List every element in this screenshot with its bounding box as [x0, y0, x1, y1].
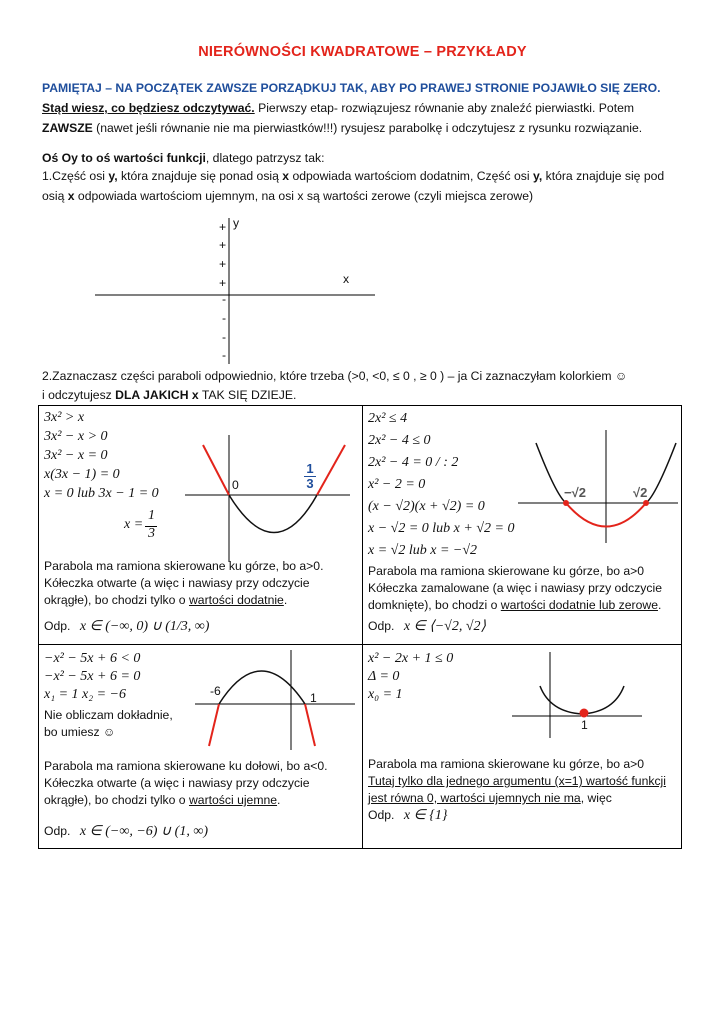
grid-border-bottom [38, 848, 682, 849]
cell3-description [44, 758, 360, 809]
axis-text: y, [108, 169, 118, 183]
parabola-positive [219, 671, 305, 704]
root-num: 1 [306, 461, 314, 476]
axis-text: odpowiada wartościom dodatnim, Część osi [289, 169, 533, 183]
minus-sign: - [222, 311, 227, 325]
note-line: Nie obliczam dokładnie, [44, 708, 173, 722]
parabola-left-arm [536, 443, 566, 503]
graph-right-root-label: √2 [633, 485, 648, 500]
grid-border-right [681, 405, 682, 849]
parabola-negative-right [305, 704, 315, 746]
parabola-negative [229, 495, 317, 533]
cell3-math [44, 650, 140, 704]
math-line: x − √2 = 0 lub x + √2 = 0 [368, 521, 515, 536]
cell1-description [44, 558, 360, 609]
answer-label: Odp. [368, 808, 395, 822]
intro-text: Pierwszy etap- rozwiązujesz równanie aby znaleźć pierwiastki. Potem [254, 101, 635, 115]
answer-label: Odp. [44, 619, 71, 633]
desc-line: domknięte), bo chodzi o [368, 598, 501, 612]
axis-diagram [95, 218, 375, 364]
answer-value: x ∈ ⟨−√2, √2⟩ [403, 619, 486, 634]
grid-border-middle [38, 644, 682, 645]
intro-warning: PAMIĘTAJ – NA POCZĄTEK ZAWSZE PORZĄDKUJ TAK, ABY PO PRAWEJ STRONIE POJAWIŁO SIĘ ZERO. [42, 81, 661, 95]
cell2-graph [518, 425, 678, 545]
axis-text: 1.Część osi [42, 169, 109, 183]
answer-value: x ∈ (−∞, −6) ∪ (1, ∞) [79, 824, 208, 839]
math-line: −x² − 5x + 6 = 0 [44, 669, 141, 684]
math-line: x = √2 lub x = −√2 [368, 543, 478, 558]
axis-info-heading [42, 148, 682, 168]
cell4-graph [510, 650, 645, 740]
plus-sign: + [219, 220, 227, 234]
cell2-math [368, 408, 514, 562]
answer-label: Odp. [368, 619, 395, 633]
graph-root-label [304, 462, 316, 491]
math-line: 3x² − x = 0 [44, 448, 108, 463]
graph-right-root-label: 1 [310, 691, 317, 705]
plus-sign: + [219, 257, 227, 271]
graph-left-root-label: −√2 [564, 485, 586, 500]
axis-text: która znajduje się pod osią [42, 169, 665, 203]
axis-text: y, [532, 169, 543, 183]
cell3-answer [44, 823, 208, 840]
grid-border-top [38, 405, 682, 406]
parabola-right-arm [646, 443, 676, 503]
frac-num: 1 [148, 508, 155, 523]
cell3-graph [195, 648, 355, 753]
math-line: x₁ = 1 x₂ = −6 [44, 687, 127, 702]
math-line: −x² − 5x + 6 < 0 [44, 651, 141, 666]
math-line: 3x² − x > 0 [44, 429, 108, 444]
cell1-answer [44, 618, 209, 635]
desc-line: Parabola ma ramiona skierowane ku górze, bo a>0 [368, 564, 645, 578]
step2-text: i odczytujesz [42, 388, 116, 402]
math-line: 2x² ≤ 4 [368, 411, 408, 426]
solution-x: x = [124, 517, 144, 532]
step2-text: TAK SIĘ DZIEJE. [198, 388, 297, 402]
plus-sign: + [219, 238, 227, 252]
cell4-description [368, 756, 680, 807]
closed-point-left [563, 500, 569, 506]
parabola-positive-right [317, 445, 345, 495]
desc-line: Parabola ma ramiona skierowane ku górze, bo a>0. [44, 559, 324, 573]
parabola-positive-left [203, 445, 229, 495]
closed-point-right [643, 500, 649, 506]
desc-underline: Tutaj tylko dla jednego argumentu (x=1) wartość funkcji [368, 774, 666, 788]
axis-text: która znajduje się ponad osią [117, 169, 283, 183]
math-line: 3x² > x [44, 410, 85, 425]
frac-den: 3 [148, 526, 155, 541]
cell2-description [368, 563, 680, 614]
parabola-negative-left [209, 704, 219, 746]
desc-line: Parabola ma ramiona skierowane ku dołowi, bo a<0. [44, 759, 328, 773]
math-line: 2x² − 4 = 0 / : 2 [368, 455, 459, 470]
answer-label: Odp. [44, 824, 71, 838]
math-line: 2x² − 4 ≤ 0 [368, 433, 431, 448]
minus-sign: - [222, 348, 227, 362]
math-line: Δ = 0 [368, 669, 400, 684]
desc-underline: wartości dodatnie lub zerowe [500, 598, 658, 612]
desc-line: okrągłe), bo chodzi tylko o [44, 593, 189, 607]
page-title: NIERÓWNOŚCI KWADRATOWE – PRZYKŁADY [198, 44, 527, 60]
minus-sign: - [222, 292, 227, 306]
step2-bold: DLA JAKICH x [115, 388, 199, 402]
graph-zero-label: 0 [232, 478, 239, 492]
desc-line: Parabola ma ramiona skierowane ku górze, bo a>0 [368, 757, 645, 771]
axis-text: x [67, 189, 75, 203]
cell2-answer [368, 618, 486, 635]
y-axis-label: y [233, 216, 240, 230]
grid-border-left [38, 405, 39, 849]
desc-underline: wartości dodatnie [188, 593, 284, 607]
step2-line1: 2.Zaznaczasz części paraboli odpowiednio, które trzeba (>0, <0, ≤ 0 , ≥ 0 ) – ja Ci zaznaczyłam kolorkiem ☺ [42, 369, 628, 383]
step2-line2 [42, 385, 682, 405]
vertex-point [580, 709, 589, 718]
axis-heading-bold: Oś Oy to oś wartości funkcji [42, 151, 206, 165]
math-line: x(3x − 1) = 0 [44, 467, 120, 482]
desc-end: . [277, 793, 281, 807]
graph-root-label: 1 [581, 718, 588, 732]
cell3-note [44, 707, 173, 741]
desc-underline: wartości ujemne [188, 793, 278, 807]
x-axis-label: x [343, 272, 350, 286]
axis-text: odpowiada wartościom ujemnym, na osi x są wartości zerowe (czyli miejsca zerowe) [74, 189, 534, 203]
intro-bold: ZAWSZE [42, 121, 93, 135]
math-line: (x − √2)(x + √2) = 0 [368, 499, 485, 514]
desc-line: Kółeczka otwarte (a więc i nawiasy przy odczycie [44, 776, 310, 790]
axis-diagram-svg [95, 218, 375, 364]
desc-line: Kółeczka otwarte (a więc i nawiasy przy odczycie [44, 576, 310, 590]
axis-text: x [282, 169, 290, 183]
grid-border-center [362, 405, 363, 849]
cell1-math [44, 408, 159, 503]
graph-left-root-label: -6 [210, 684, 221, 698]
desc-line: Kółeczka zamalowane (a więc i nawiasy przy odczycie [368, 581, 662, 595]
intro-text-end: (nawet jeśli równanie nie ma pierwiastków!!!) rysujesz parabolkę i odczytujesz z rysunku rozwiązanie. [92, 121, 643, 135]
note-line: bo umiesz ☺ [44, 725, 116, 739]
math-line: x₀ = 1 [368, 687, 403, 702]
math-line: x = 0 lub 3x − 1 = 0 [44, 486, 159, 501]
cell4-answer [368, 807, 447, 824]
math-line: x² − 2 = 0 [368, 477, 426, 492]
root-den: 3 [304, 476, 316, 491]
desc-end: . [283, 593, 288, 607]
axis-heading-rest: , dlatego patrzysz tak: [205, 151, 325, 165]
intro-paragraph [42, 78, 682, 138]
answer-value: x ∈ {1} [403, 808, 448, 823]
desc-end: . [657, 598, 662, 612]
cell4-math [368, 650, 453, 704]
plus-sign: + [219, 276, 227, 290]
cell1-graph [185, 430, 350, 565]
intro-underlined: Stąd wiesz, co będziesz odczytywać. [42, 101, 255, 115]
desc-underline: jest równa 0, wartości ujemnych nie ma [368, 791, 581, 805]
minus-sign: - [222, 330, 227, 344]
math-line: x² − 2x + 1 ≤ 0 [368, 651, 454, 666]
axis-info-paragraph [42, 166, 682, 206]
desc-end: , więc [580, 791, 612, 805]
desc-line: okrągłe), bo chodzi tylko o [44, 793, 189, 807]
answer-value: x ∈ (−∞, 0) ∪ (1/3, ∞) [79, 619, 210, 634]
